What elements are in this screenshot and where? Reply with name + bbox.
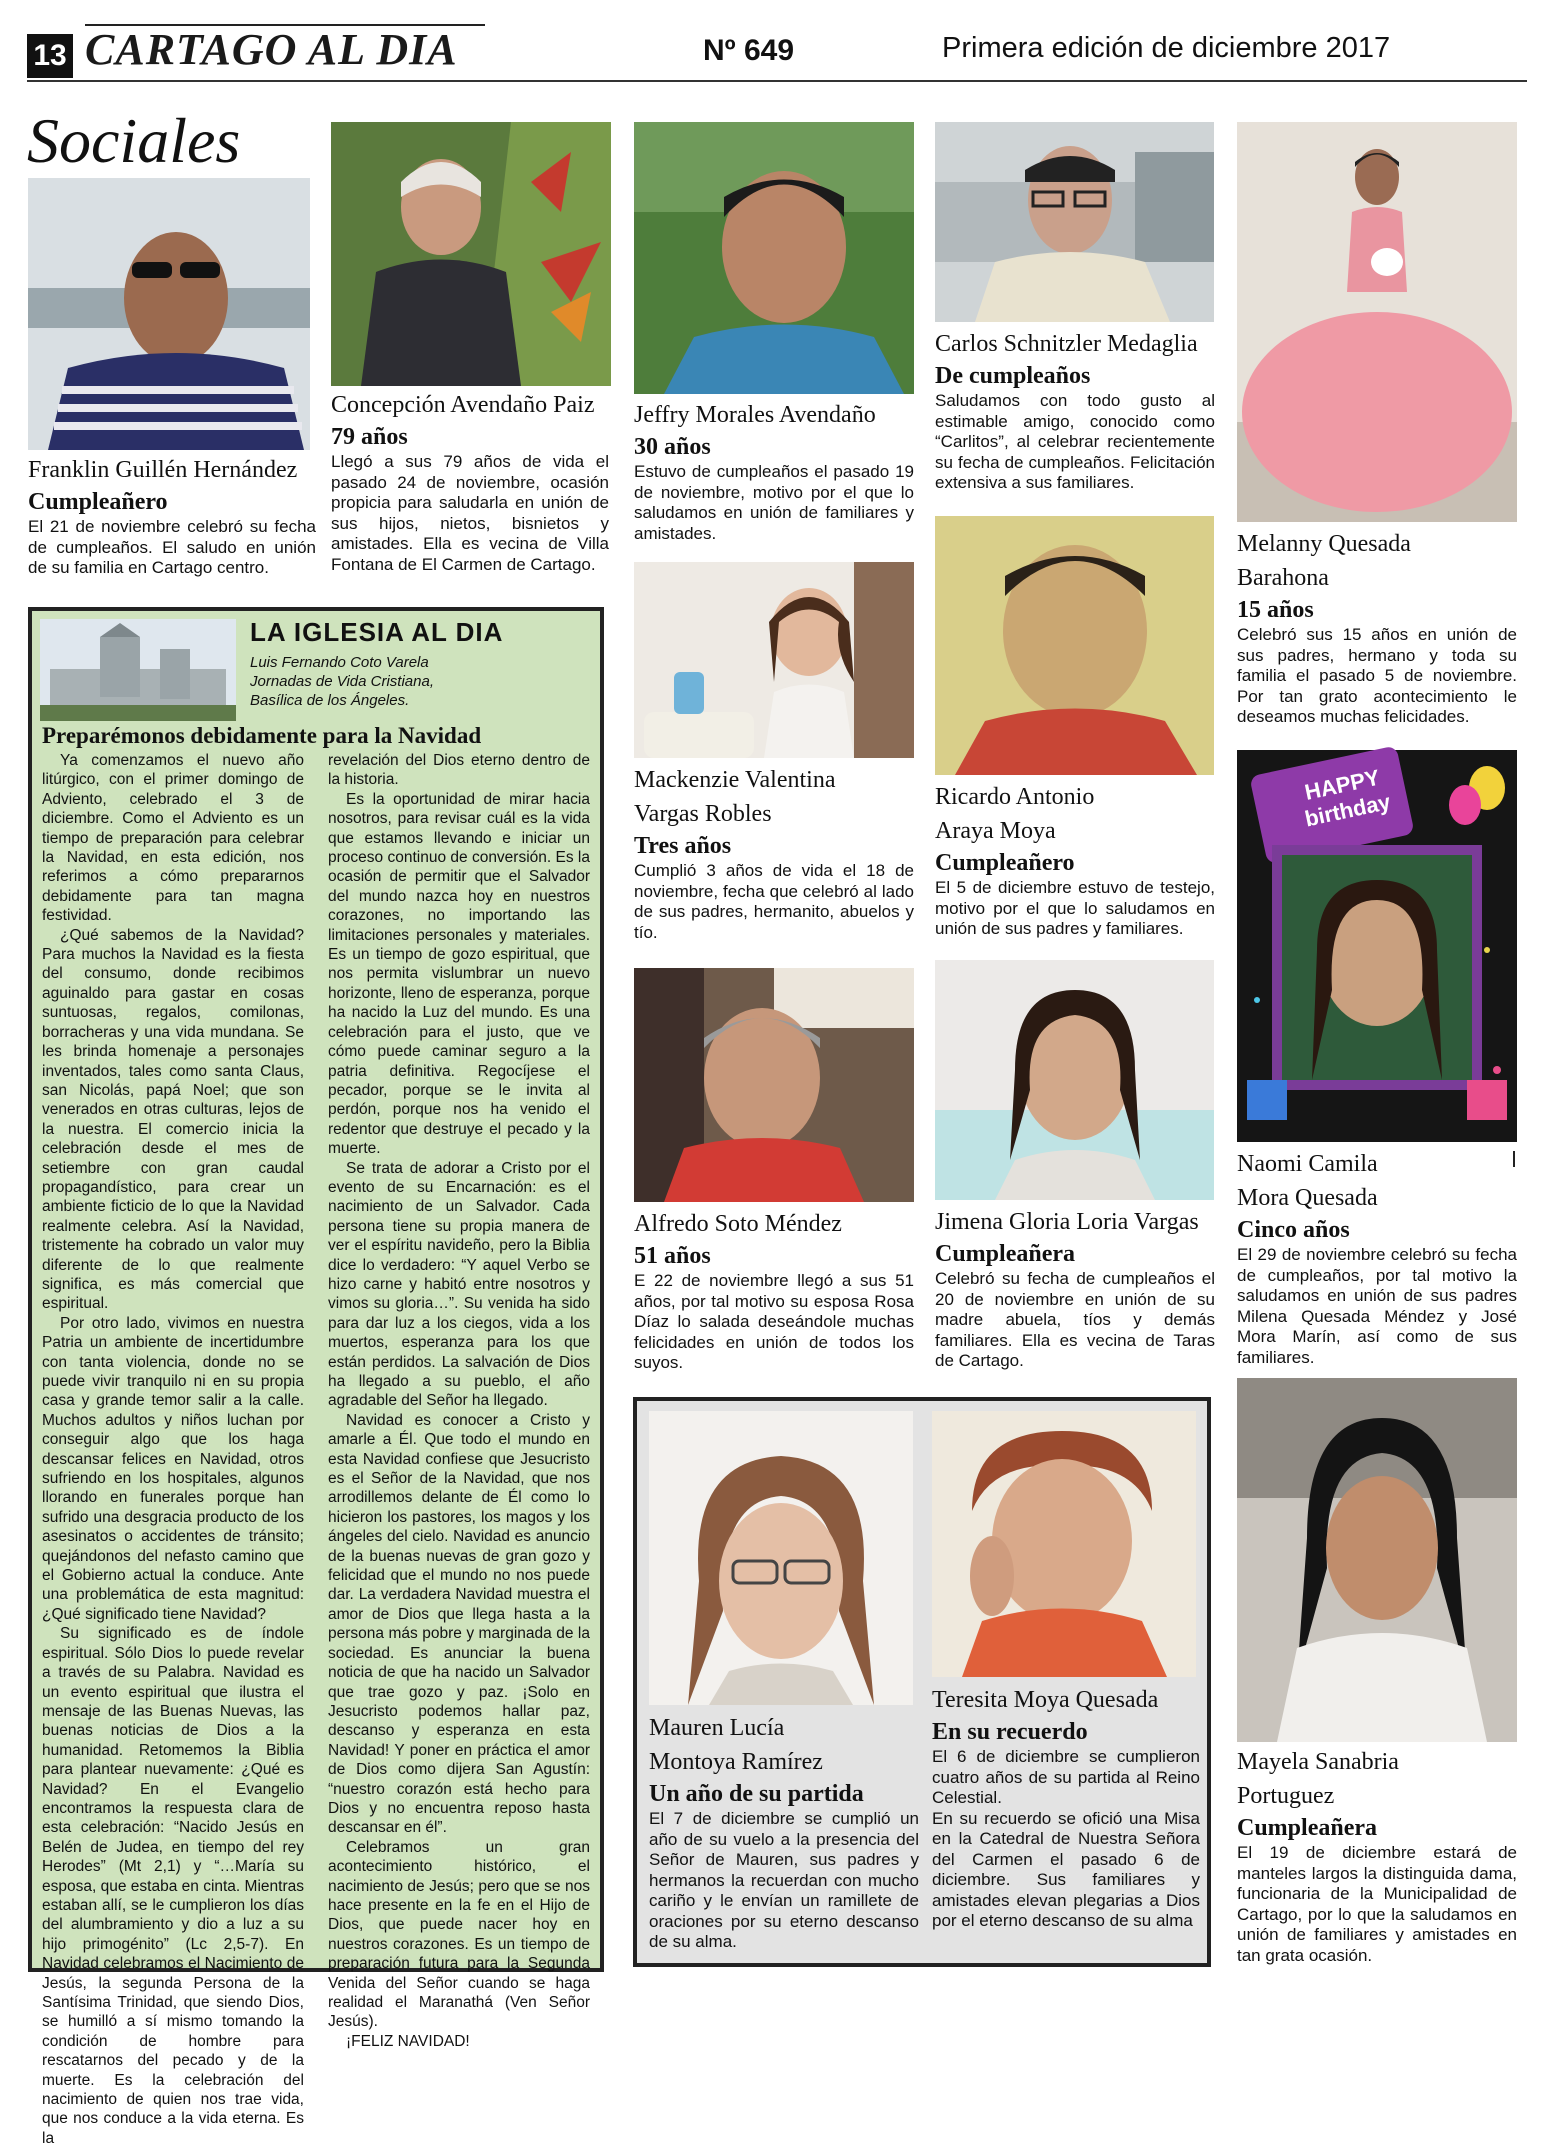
church-column	[28, 607, 604, 2147]
newspaper-logo: CARTAGO AL DIA	[85, 25, 458, 74]
church-paragraph: Se trata de adorar a Cristo por el evento de su Encarnación: es el nacimiento de un Salvador. Cada persona tiene su propia manera de ver el espíritu navideño, pero la Biblia dice lo verdadero: “Y aquel Verbo se hizo carne y habitó entre nosotros y vimos su gloria…”. Su venida ha sido para dar luz a los ciegos, vida a los muertos, esperanza para los que están perdidos. La salvación de Dios ha llegado a su pueblo, el año agradable del Señor ha llegado.	[328, 1159, 590, 1410]
person-occasion: De cumpleaños	[935, 363, 1091, 389]
church-author: Luis Fernando Coto Varela	[250, 654, 429, 671]
person-message: E 22 de noviembre llegó a sus 51 años, por tal motivo su esposa Rosa Díaz lo salada deseándole muchas felicidades en unión de todos los suyos.	[634, 1271, 914, 1372]
church-paragraph: Celebramos un gran acontecimiento histórico, el nacimiento de Jesús; pero que se nos hace presente en la fe en el Hijo de Dios, que puede nacer hoy en nuestros corazones. Es un tiempo de preparación futura para la Segunda Venida del Señor cuando se haga realidad el Maranathá (Ven Señor Jesús).	[328, 1838, 590, 2031]
person-occasion: Cumpleañero	[28, 489, 168, 515]
person-name: Naomi Camila	[1237, 1151, 1378, 1177]
person-occasion: Tres años	[634, 833, 732, 859]
basilica-photo	[40, 619, 236, 721]
person-occasion: Cumpleañera	[935, 1241, 1075, 1267]
church-article-title: Preparémonos debidamente para la Navidad	[42, 723, 482, 748]
church-org: Jornadas de Vida Cristiana,	[250, 673, 434, 690]
person-message: Saludamos con todo gusto al estimable amigo, conocido como “Carlitos”, al celebrar recientemente su fecha de cumpleaños. Felicitación extensiva a sus familiares.	[935, 391, 1215, 492]
person-message: Celebró sus 15 años en unión de sus padres, hermano y toda su familia el pasado 5 de noviembre. Por tan grato acontecimiento le deseamos muchas felicidades.	[1237, 625, 1517, 726]
person-message: El 6 de diciembre se cumplieron cuatro años de su partida al Reino Celestial.	[932, 1747, 1200, 1807]
church-col-1	[42, 751, 304, 2148]
person-name: Franklin Guillén Hernández	[28, 457, 298, 483]
person-name: Melanny Quesada	[1237, 531, 1411, 557]
person-occasion: Un año de su partida	[649, 1781, 864, 1807]
church-byline	[250, 653, 434, 710]
issue-number: Nº 649	[703, 34, 795, 67]
card-concepcion	[331, 388, 609, 575]
photo-ricardo	[935, 516, 1214, 775]
person-message: El 5 de diciembre estuvo de testejo, motivo por el que lo saludamos en unión de sus padres y familiares.	[935, 878, 1215, 938]
person-message: Celebró su fecha de cumpleaños el 20 de noviembre en unión de su madre abuela, tíos y demás familiares. Ella es vecina de Taras de Cartago.	[935, 1269, 1215, 1370]
person-message: El 7 de diciembre se cumplió un año de su vuelo a la presencia del Señor de Mauren, sus padres y hermanos la recuerdan con mucho cariño y le envían un ramillete de oraciones por su eterno descanso de su alma.	[649, 1809, 919, 1951]
person-name: Barahona	[1237, 565, 1329, 591]
person-name: Carlos Schnitzler Medaglia	[935, 331, 1198, 357]
person-name: Mackenzie Valentina	[634, 767, 836, 793]
person-name: Portuguez	[1237, 1783, 1335, 1809]
church-col-2	[328, 751, 590, 2051]
card-teresita	[932, 1683, 1200, 1932]
church-paragraph: revelación del Dios eterno dentro de la historia.	[328, 752, 590, 789]
photo-carlos	[935, 122, 1214, 322]
person-occasion: 15 años	[1237, 597, 1314, 623]
person-occasion: En su recuerdo	[932, 1719, 1088, 1745]
person-name: Vargas Robles	[634, 801, 772, 827]
church-paragraph: Es la oportunidad de mirar hacia nosotros, para revisar cuál es la vida que estamos llevando e iniciar un proceso continuo de conversión. Es la ocasión de permitir que el Salvador del mundo nazca hoy en nuestros corazones, no importando las limitaciones personales y materiales. Es un tiempo de gozo espiritual, que nos permita vislumbrar un nuevo horizonte, lleno de esperanza, porque ha nacido la Luz del mundo. Es una celebración para el justo, que ve cómo puede caminar seguro a la patria definitiva. Regocíjese el pecador, porque se le invita al perdón, porque nos ha venido el redentor que destruye el pecado y la muerte.	[328, 790, 590, 1158]
church-place: Basílica de los Ángeles.	[250, 692, 410, 709]
church-closing: ¡FELIZ NAVIDAD!	[346, 2032, 470, 2050]
photo-mauren	[649, 1411, 913, 1705]
person-occasion: 79 años	[331, 424, 408, 450]
person-name: Araya Moya	[935, 818, 1056, 844]
card-alfredo	[634, 1207, 914, 1374]
person-message: Llegó a sus 79 años de vida el pasado 24 de noviembre, ocasión propicia para saludarla en unión de sus hijos, nietos, bisnietos y amistades. Ella es vecina de Villa Fontana de El Carmen de Cartago.	[331, 452, 609, 574]
church-paragraph: Ya comenzamos el nuevo año litúrgico, con el primer domingo de Adviento, celebrado el 3 de diciembre. Como el Adviento es un tiempo de preparación para celebrar la Navidad, en esta edición, nos referimos a cómo prepararnos debidamente para tan magna festividad.	[42, 752, 304, 925]
memorial-box	[633, 1397, 1211, 1967]
person-occasion: 30 años	[634, 434, 711, 460]
person-occasion: Cinco años	[1237, 1217, 1350, 1243]
person-name: Montoya Ramírez	[649, 1749, 823, 1775]
church-paragraph: Su significado es de índole espiritual. Sólo Dios lo puede revelar a través de su Palabra. Navidad es un evento espiritual que ilustra el mensaje de las Buenas Nuevas, las buenas noticias de Dios a la humanidad. Retomemos la Biblia para plantear nuevamente: ¿Qué es Navidad? En el Evangelio encontramos la respuesta clara de esta celebración: “Nacido Jesús en Belén de Judea, en tiempo del rey Herodes” (Mt 2,1) y “…María su esposa, que estaba en cinta. Mientras estaban allí, se le cumplieron los días del alumbramiento y dio a luz a su hijo primogénito” (Lc 2,5-7). En Navidad celebramos el Nacimiento de Jesús, la segunda Persona de la Santísima Trinidad, que siendo Dios, se humilló a sí mismo tomando la condición de hombre para rescatarnos del pecado y de la muerte. Es la celebración del nacimiento de quien nos trae vida, que nos conduce a la vida eterna. Es la	[42, 1625, 304, 2147]
card-franklin	[28, 453, 316, 579]
person-name: Alfredo Soto Méndez	[634, 1211, 842, 1237]
card-jimena	[935, 1205, 1215, 1372]
card-naomi	[1237, 1147, 1517, 1368]
person-name: Mauren Lucía	[649, 1715, 785, 1741]
person-message: El 19 de diciembre estará de manteles largos la distinguida dama, funcionaria de la Municipalidad de Cartago, por lo que la saludamos en unión de familiares y amistades en tan grata ocasión.	[1237, 1843, 1517, 1965]
happy-birthday-banner: HAPPY birthday	[1302, 764, 1393, 832]
person-message: El 21 de noviembre celebró su fecha de cumpleaños. El saludo en unión de su familia en Cartago centro.	[28, 517, 316, 577]
card-ricardo	[935, 780, 1215, 940]
card-carlos	[935, 327, 1215, 494]
church-paragraph: Navidad es conocer a Cristo y amarle a Él. Que todo el mundo en esta Navidad confiese que Jesucristo es el Señor de la Navidad, que nos arrodillemos delante de Él como lo hicieron los pastores, los magos y los ángeles del cielo. Navidad es anuncio de la buenas nuevas de gran gozo y felicidad que el mundo no nos puede dar. La verdadera Navidad muestra el amor de Dios que llega hasta a la persona más pobre y marginada de la sociedad. Es anunciar la buena noticia de que ha nacido un Salvador que trae gozo y paz. ¡Solo en Jesucristo podemos hallar paz, descanso y esperanza en esta Navidad! Y poner en práctica el amor de Dios como dijera San Agustín: “nuestro corazón está hecho para Dios y no encuentra reposo hasta descansar en él”.	[328, 1411, 590, 1837]
person-name: Concepción Avendaño Paiz	[331, 392, 595, 418]
card-mauren	[649, 1711, 919, 1953]
person-name: Jimena Gloria Loria Vargas	[935, 1209, 1199, 1235]
photo-mackenzie	[634, 562, 914, 758]
person-name: Mora Quesada	[1237, 1185, 1378, 1211]
person-occasion: Cumpleañera	[1237, 1815, 1377, 1841]
person-message: El 29 de noviembre celebró su fecha de cumpleaños, por tal motivo la saludamos en unión de sus padres Milena Quesada Méndez y José Mora Marín, así como de sus familiares.	[1237, 1245, 1517, 1367]
church-paragraph: Por otro lado, vivimos en nuestra Patria un ambiente de incertidumbre con tanta violencia, donde no se puede vivir tranquilo ni en su propia casa y grande temor salir a la calle. Muchos adultos y niños luchan por conseguir algo que los haga descansar felices en Navidad, otros sufriendo en los hospitales, algunos llorando en funerales porque han sufrido una desgracia producto de los asesinatos o accidentes de tránsito; quejándonos del nefasto camino que el Gobierno actual la conduce. Ante una problemática de esta magnitud: ¿Qué significado tiene Navidad?	[42, 1314, 304, 1623]
photo-teresita	[932, 1411, 1196, 1677]
photo-naomi	[1237, 750, 1517, 1142]
church-header: LA IGLESIA AL DIA	[250, 617, 504, 647]
photo-jeffry	[634, 122, 914, 394]
card-mackenzie	[634, 763, 914, 943]
card-melanny	[1237, 527, 1517, 728]
person-message: Estuvo de cumpleaños el pasado 19 de noviembre, motivo por el que lo saludamos en unión de familiares y amistades.	[634, 462, 914, 543]
photo-jimena	[935, 960, 1214, 1200]
masthead	[27, 20, 1527, 82]
photo-mayela	[1237, 1378, 1517, 1742]
section-title: Sociales	[27, 105, 241, 176]
person-message-2: En su recuerdo se ofició una Misa en la Catedral de Nuestra Señora del Carmen el pasado 6 de diciembre. Sus familiares y amistades elevan plegarias a Dios por el eterno descanso de su alma	[932, 1808, 1200, 1930]
edition-date: Primera edición de diciembre 2017	[942, 32, 1391, 64]
photo-concepcion	[331, 122, 611, 386]
photo-alfredo	[634, 968, 914, 1202]
masthead-divider	[27, 80, 1527, 82]
person-name: Jeffry Morales Avendaño	[634, 402, 876, 428]
person-occasion: Cumpleañero	[935, 850, 1075, 876]
stray-mark	[1513, 1151, 1515, 1167]
card-jeffry	[634, 398, 914, 544]
card-mayela	[1237, 1745, 1517, 1966]
person-name: Teresita Moya Quesada	[932, 1687, 1159, 1713]
person-message: Cumplió 3 años de vida el 18 de noviembre, fecha que celebró al lado de sus padres, hermanito, abuelos y tío.	[634, 861, 914, 942]
page-number: 13	[27, 34, 73, 78]
photo-franklin	[28, 178, 310, 450]
person-name: Mayela Sanabria	[1237, 1749, 1399, 1775]
photo-melanny	[1237, 122, 1517, 522]
person-occasion: 51 años	[634, 1243, 711, 1269]
church-paragraph: ¿Qué sabemos de la Navidad? Para muchos la Navidad es la fiesta del consumo, donde recibimos aguinaldo para gastar en cosas suntuosas, regalos, comilonas, borracheras y una vida mundana. Se les brinda homenaje a personajes inventados, tales como santa Claus, san Nicolás, papá Noel; que son venerados en otras culturas, lejos de la nuestra. El comercio inicia la celebración desde el mes de setiembre con gran caudal propagandístico, para crear un ambiente ficticio de lo que la Navidad realmente celebra. Así la Navidad, tristemente ha cobrado un valor muy diferente de lo que realmente significa, es más comercial que espiritual.	[42, 926, 304, 1313]
person-name: Ricardo Antonio	[935, 784, 1095, 810]
